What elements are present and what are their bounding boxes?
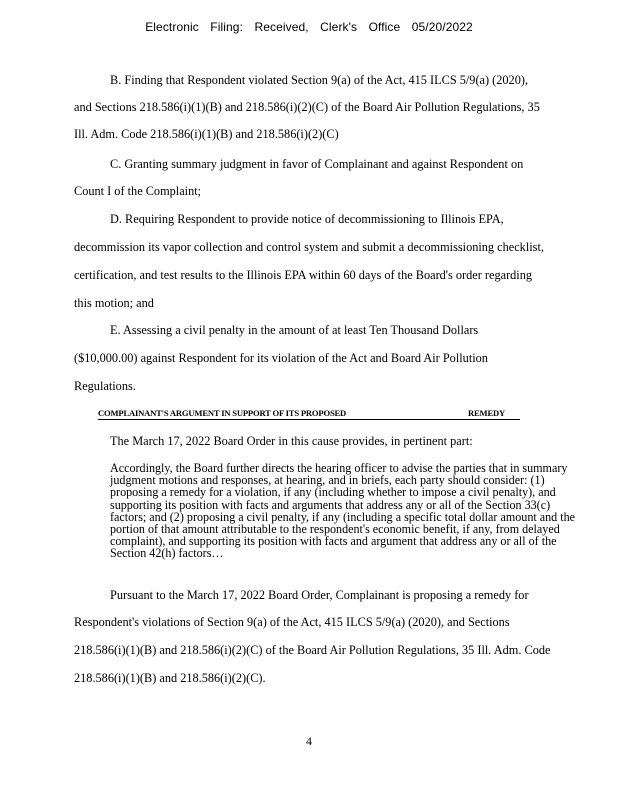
body-line-3: 218.586(i)(1)(B) and 218.586(i)(2)(C) of the Board Air Pollution Regulations, 35 Ill. Adm. Code — [74, 643, 551, 657]
prayer-d-line-2: decommission its vapor collection and control system and submit a decommissioning checklist, — [74, 240, 544, 254]
prayer-e-line-2: ($10,000.00) against Respondent for its violation of the Act and Board Air Pollution — [74, 351, 488, 365]
section-heading-remedy: REMEDY — [468, 408, 505, 418]
section-heading — [98, 408, 520, 420]
electronic-filing-stamp: Electronic Filing: Received, Clerk's Office 05/20/2022 — [145, 20, 473, 34]
body-line-1: Pursuant to the March 17, 2022 Board Order, Complainant is proposing a remedy for — [110, 588, 529, 602]
prayer-b-line-1: B. Finding that Respondent violated Section 9(a) of the Act, 415 ILCS 5/9(a) (2020), — [110, 73, 529, 87]
prayer-d-line-4: this motion; and — [74, 296, 154, 310]
section-heading-text: COMPLAINANT'S ARGUMENT IN SUPPORT OF ITS PROPOSED — [98, 408, 347, 418]
prayer-d-line-3: certification, and test results to the Illinois EPA within 60 days of the Board's order regarding — [74, 268, 533, 282]
body-line-4: 218.586(i)(1)(B) and 218.586(i)(2)(C). — [74, 671, 266, 685]
prayer-c-line-1: C. Granting summary judgment in favor of Complainant and against Respondent on — [110, 157, 524, 171]
prayer-c-line-2: Count I of the Complaint; — [74, 184, 202, 198]
prayer-e-line-3: Regulations. — [74, 379, 136, 393]
body-line-2: Respondent's violations of Section 9(a) of the Act, 415 ILCS 5/9(a) (2020), and Sections — [74, 615, 510, 629]
board-order-intro: The March 17, 2022 Board Order in this cause provides, in pertinent part: — [110, 434, 473, 448]
board-order-quote: Accordingly, the Board further directs the hearing officer to advise the parties that in summary judgment motions and responses, at hearing, and in briefs, each party should consider: (1) proposing a remedy for a violation, if any (including whether to impose a civil penalty), and supporting its position with facts and arguments that address any or all of the Section 33(c) factors; and (2) proposing a civil penalty, if any (including a specific total dollar amount and the portion of that amount attributable to the respondent's economic benefit, if any, from delayed complaint), and supporting its position with facts and argument that address any or all of the Section 42(h) factors… — [110, 461, 576, 561]
prayer-e-line-1: E. Assessing a civil penalty in the amount of at least Ten Thousand Dollars — [110, 323, 479, 337]
page-number: 4 — [306, 734, 312, 748]
prayer-d-line-1: D. Requiring Respondent to provide notice of decommissioning to Illinois EPA, — [110, 212, 504, 226]
prayer-b-line-3: Ill. Adm. Code 218.586(i)(1)(B) and 218.586(i)(2)(C) — [74, 127, 339, 141]
prayer-b-line-2: and Sections 218.586(i)(1)(B) and 218.586(i)(2)(C) of the Board Air Pollution Regulations, 35 — [74, 100, 540, 114]
